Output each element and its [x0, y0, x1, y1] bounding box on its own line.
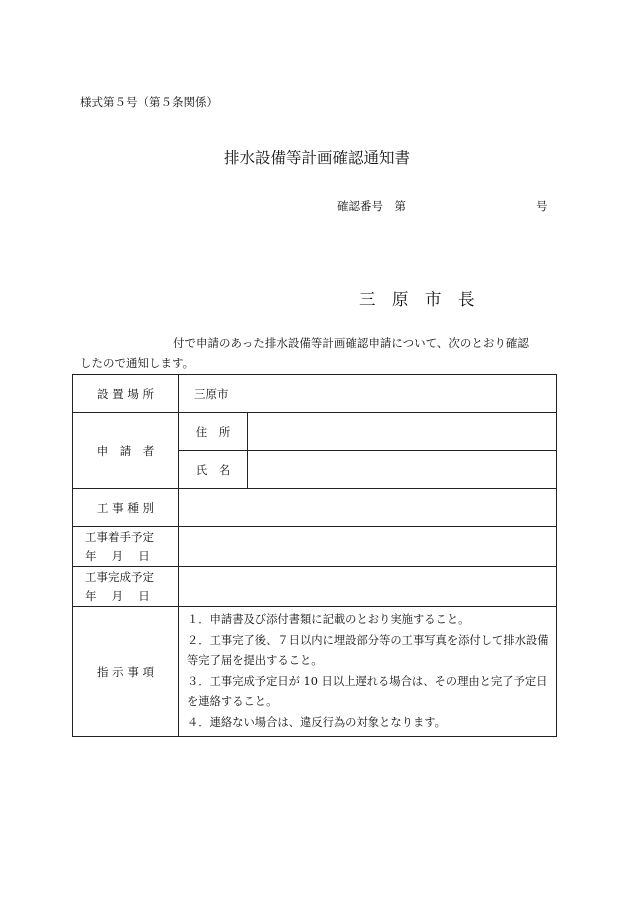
instruction-item: ４．連絡ない場合は、違反行為の対象となります。: [187, 715, 446, 729]
document-title: 排水設備等計画確認通知書: [223, 149, 410, 167]
completion-date-label-line2: 年 月 日: [85, 588, 150, 603]
work-type-value[interactable]: [179, 489, 557, 527]
completion-date-label-line1: 工事完成予定: [85, 569, 154, 584]
location-row: [73, 375, 557, 413]
start-date-label-line2: 年 月 日: [85, 548, 150, 563]
work-type-row: [73, 489, 557, 527]
start-date-label: [73, 527, 179, 567]
notification-form-table: [72, 374, 557, 737]
address-value[interactable]: [248, 413, 557, 451]
start-date-label-line1: 工事着手予定: [85, 529, 154, 544]
instructions-list: [179, 607, 557, 737]
notice-text-line1: 付で申請のあった排水設備等計画確認申請について、次のとおり確認: [173, 336, 529, 350]
applicant-address-row: [73, 413, 557, 451]
instruction-item: ２．工事完了後、７日以内に埋設部分等の工事写真を添付して排水設備等完了届を提出すること。: [187, 633, 549, 667]
completion-date-row: [73, 567, 557, 607]
name-value[interactable]: [248, 451, 557, 489]
instruction-item: １．申請書及び添付書類に記載のとおり実施すること。: [187, 613, 470, 626]
start-date-row: [73, 527, 557, 567]
location-value: 三原市: [179, 375, 557, 413]
instruction-item: ３．工事完成予定日が 10 日以上遅れる場合は、その理由と完了予定日を連絡すること。: [187, 674, 548, 708]
form-number: 様式第５号（第５条関係）: [80, 95, 218, 109]
issuer-mayor: 三 原 市 長: [359, 290, 475, 309]
completion-date-value[interactable]: [179, 567, 557, 607]
completion-date-label: [73, 567, 179, 607]
applicant-label: 申 請 者: [73, 413, 179, 489]
instructions-row: [73, 607, 557, 737]
notice-text-line2: したので通知します。: [80, 356, 195, 370]
instructions-label: 指 示 事 項: [73, 607, 179, 737]
confirmation-number-label: 確認番号 第: [337, 199, 406, 213]
name-label: 氏 名: [179, 451, 248, 489]
confirmation-number-suffix: 号: [536, 199, 548, 213]
address-label: 住 所: [179, 413, 248, 451]
work-type-label: 工 事 種 別: [73, 489, 179, 527]
location-label: 設 置 場 所: [73, 375, 179, 413]
start-date-value[interactable]: [179, 527, 557, 567]
